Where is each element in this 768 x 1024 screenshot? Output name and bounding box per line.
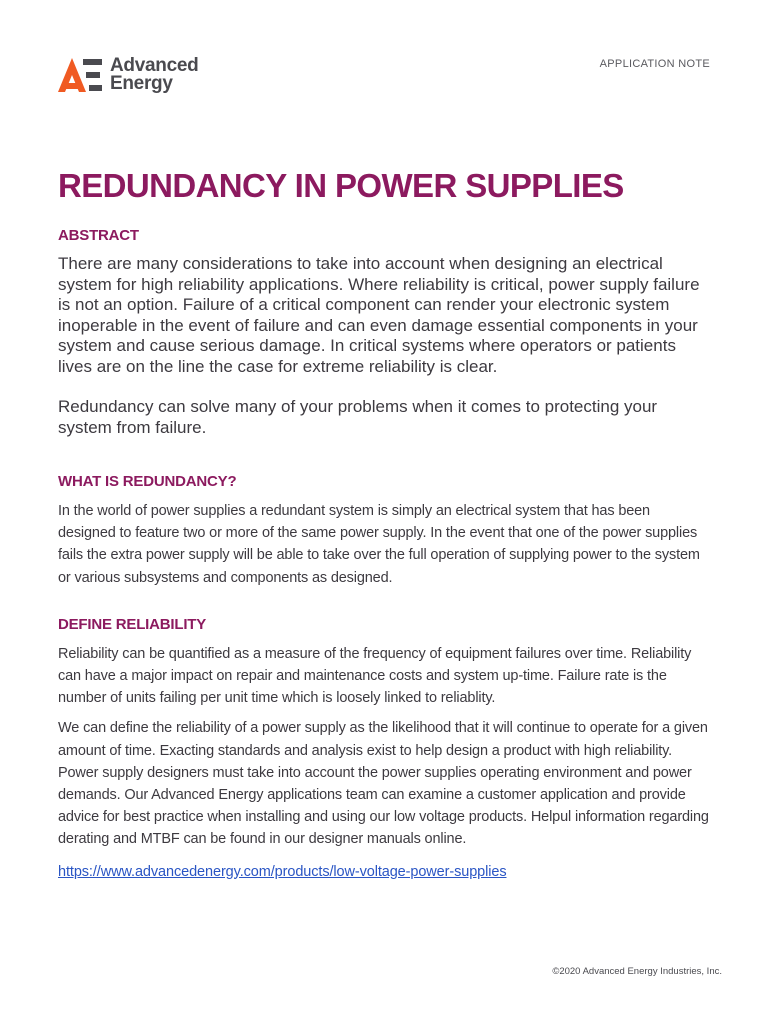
advanced-energy-logo-icon xyxy=(58,56,104,94)
redundancy-paragraph: In the world of power supplies a redundant system is simply an electrical system that has been designed to feature two or more of the same power supply. In the event that one of the power supplies fails the extra power supply will be able to take over the full operation of supplying power to the system or various subsystems and components as designed. xyxy=(58,503,700,586)
what-is-redundancy-heading: WHAT IS REDUNDANCY? xyxy=(58,473,237,490)
document-body xyxy=(58,166,710,883)
page-title: REDUNDANCY IN POWER SUPPLIES xyxy=(58,167,624,204)
reliability-paragraph-2: We can define the reliability of a power supply as the likelihood that it will continue to operate for a given amount of time. Exacting standards and analysis exist to help design a product with high reliability. Power supply designers must take into account the power supplies operating environment and power demands. Our Advanced Energy applications team can examine a customer application and provide advice for best practice when installing and using our low voltage products. Helpul information regarding derating and MTBF can be found in our designer manuals online. xyxy=(58,720,709,848)
company-logo xyxy=(58,56,198,94)
abstract-paragraph-1: There are many considerations to take into account when designing an electrical system for high reliability applications. Where reliability is critical, power supply failure is not an option. Failure of a critical component can render your electronic system inoperable in the event of failure and can even damage essential components in your system and cause serious damage. In critical systems where operators or patients lives are on the line the case for extreme reliability is clear. xyxy=(58,254,700,376)
logo-wordmark xyxy=(110,57,198,93)
abstract-paragraph-2: Redundancy can solve many of your problems when it comes to protecting your system from failure. xyxy=(58,397,658,437)
abstract-heading: ABSTRACT xyxy=(58,227,139,244)
logo-line-2: Energy xyxy=(110,73,173,94)
low-voltage-products-link[interactable]: https://www.advancedenergy.com/products/low-voltage-power-supplies xyxy=(58,863,507,880)
define-reliability-heading: DEFINE RELIABILITY xyxy=(58,615,207,633)
logo-line-1: Advanced xyxy=(110,55,199,76)
copyright-notice: ©2020 Advanced Energy Industries, Inc. xyxy=(552,966,722,977)
document-type-label: APPLICATION NOTE xyxy=(599,58,710,70)
reliability-paragraph-1: Reliability can be quantified as a measure of the frequency of equipment failures over time. Reliability can have a major impact on repair and maintenance costs and system up-time. Failure rate is the number of units failing per unit time which is loosely linked to reliablity. xyxy=(58,645,692,707)
